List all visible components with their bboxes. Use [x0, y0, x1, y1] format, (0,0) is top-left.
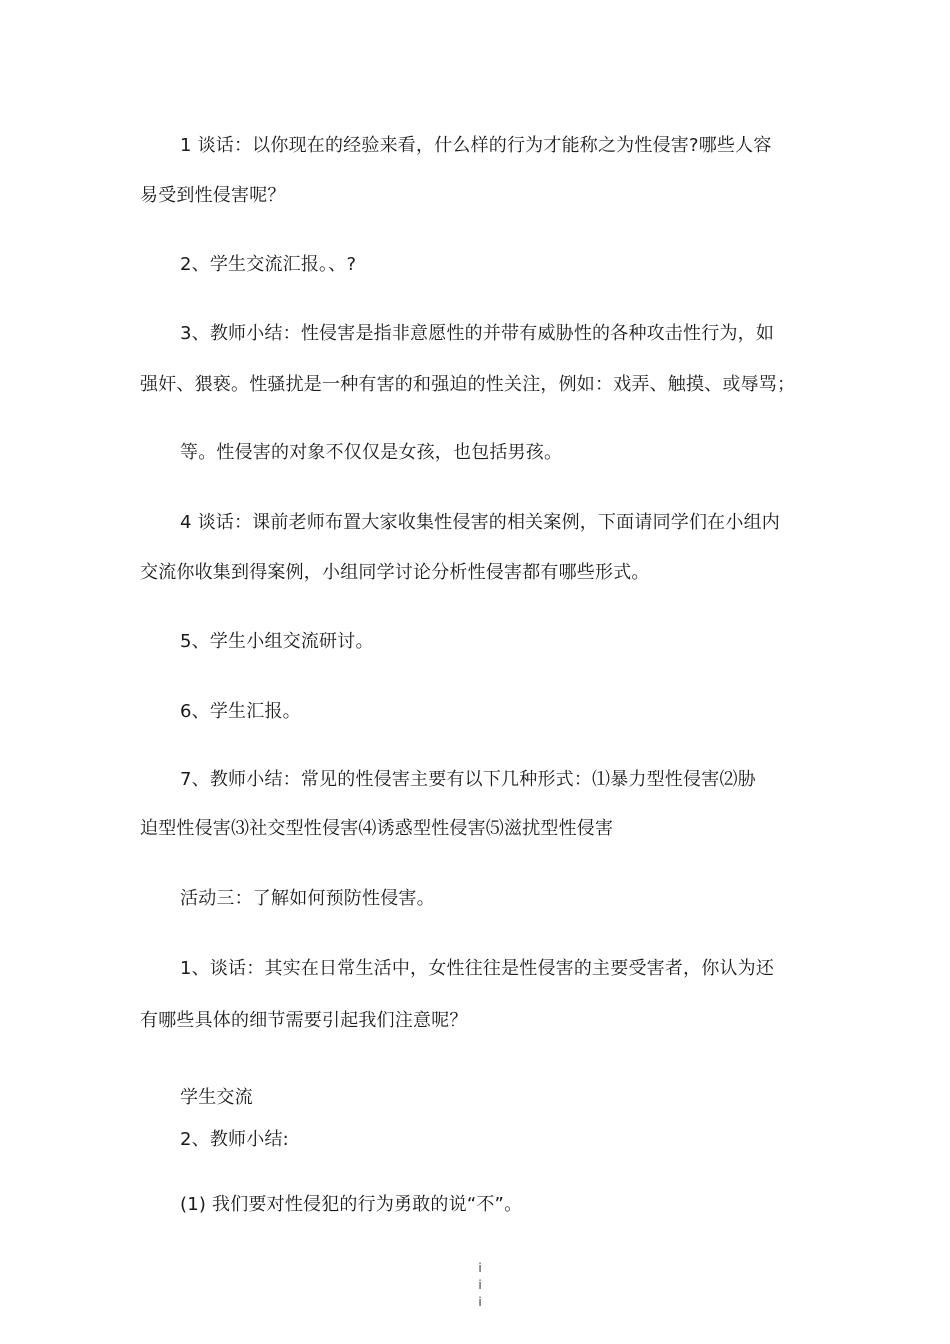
paragraph-line-7: 4 谈话：课前老师布置大家收集性侵害的相关案例，下面请同学们在小组内 [180, 512, 780, 533]
paragraph-line-10: 6、学生汇报。 [180, 701, 301, 722]
paragraph-line-15: 有哪些具体的细节需要引起我们注意呢？ [140, 1010, 468, 1031]
paragraph-line-5: 强奸、猥亵。性骚扰是一种有害的和强迫的性关注，例如：戏弄、触摸、或辱骂； [140, 374, 796, 395]
paragraph-line-12: 迫型性侵害⑶社交型性侵害⑷诱惑型性侵害⑸滋扰型性侵害 [140, 818, 614, 839]
paragraph-line-4: 3、教师小结：性侵害是指非意愿性的并带有威胁性的各种攻击性行为，如 [180, 323, 775, 344]
paragraph-line-3: 2、学生交流汇报。、? [180, 254, 357, 275]
paragraph-line-6: 等。性侵害的对象不仅仅是女孩，也包括男孩。 [180, 442, 563, 463]
section-heading: 活动三：了解如何预防性侵害。 [180, 888, 435, 909]
paragraph-line-1: 1 谈话：以你现在的经验来看，什么样的行为才能称之为性侵害?哪些人容 [180, 135, 772, 156]
paragraph-line-9: 5、学生小组交流研讨。 [180, 631, 374, 652]
paragraph-line-17: 2、教师小结: [180, 1129, 289, 1150]
paragraph-line-14: 1、谈话：其实在日常生活中，女性往往是性侵害的主要受害者，你认为还 [180, 958, 775, 979]
paragraph-line-18: (1) 我们要对性侵犯的行为勇敢的说“不”。 [180, 1194, 523, 1215]
footer-mark-3: i [478, 1295, 482, 1309]
paragraph-line-11: 7、教师小结：常见的性侵害主要有以下几种形式：⑴暴力型性侵害⑵胁 [180, 769, 756, 790]
paragraph-line-8: 交流你收集到得案例，小组同学讨论分析性侵害都有哪些形式。 [140, 562, 650, 583]
footer-mark-1: i [478, 1261, 482, 1275]
footer-mark-2: i [478, 1278, 482, 1292]
paragraph-line-16: 学生交流 [180, 1087, 253, 1108]
paragraph-line-2: 易受到性侵害呢？ [140, 185, 286, 206]
